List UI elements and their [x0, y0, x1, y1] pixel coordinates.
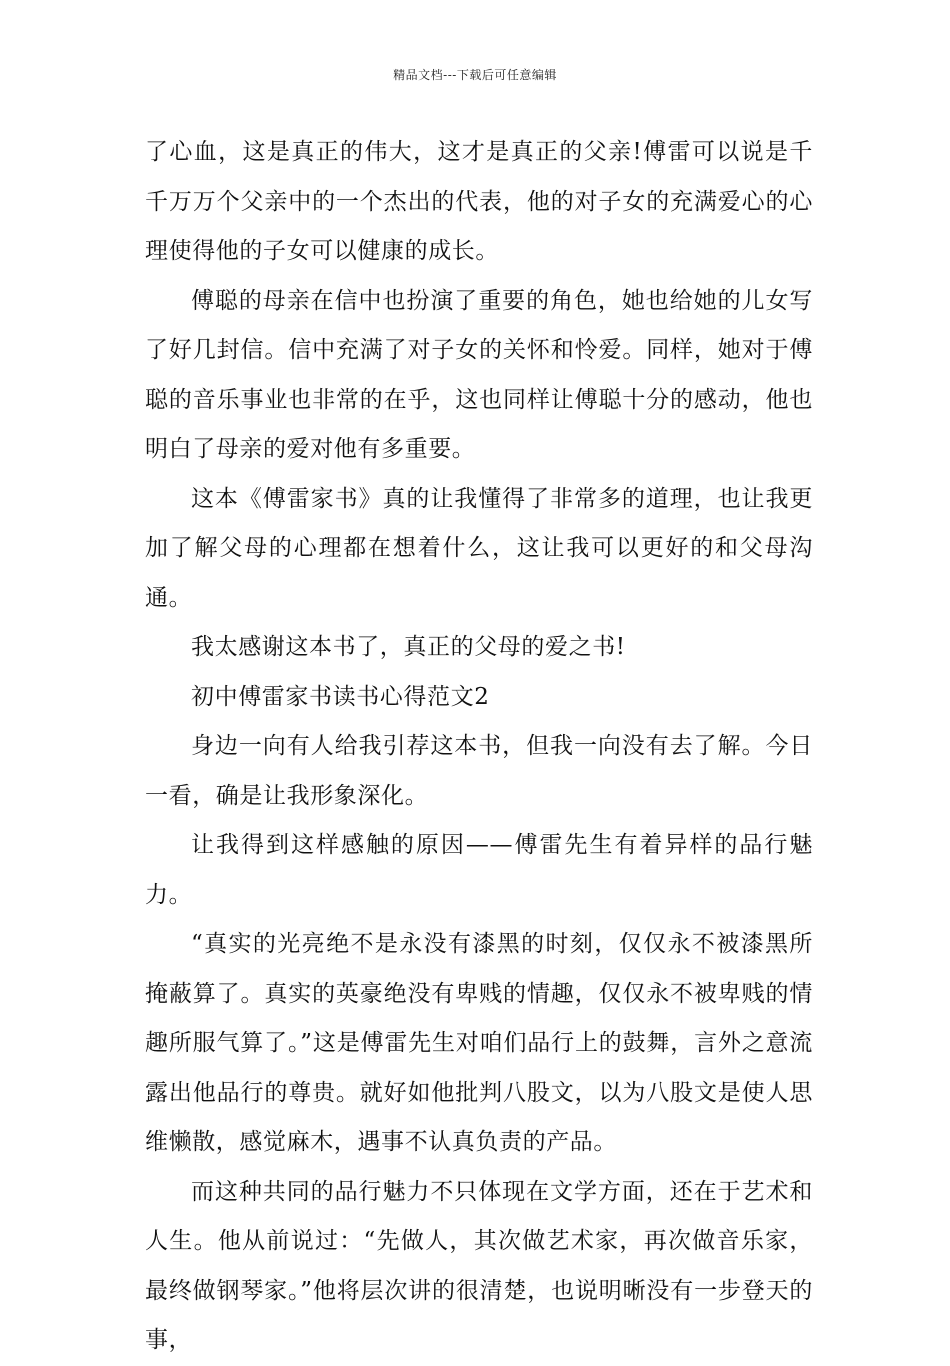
paragraph-7: “真实的光亮绝不是永没有漆黑的时刻，仅仅永不被漆黑所掩蔽算了。真实的英豪绝没有卑贱的情趣，仅仅永不被卑贱的情趣所服气算了。”这是傅雷先生对咱们品行上的鼓舞，言外之意流露出他品行的尊贵。就好如他批判八股文，以为八股文是使人思维懒散，感觉麻木，遇事不认真负责的产品。: [145, 931, 813, 1155]
paragraph-5: 身边一向有人给我引荐这本书，但我一向没有去了解。今日一看，确是让我形象深化。: [145, 733, 813, 809]
paragraph-1: 了心血，这是真正的伟大，这才是真正的父亲!傅雷可以说是千千万万个父亲中的一个杰出的代表，他的对子女的充满爱心的心理使得他的子女可以健康的成长。: [145, 139, 813, 264]
paragraph-2: 傅聪的母亲在信中也扮演了重要的角色，她也给她的儿女写了好几封信。信中充满了对子女的关怀和怜爱。同样，她对于傅聪的音乐事业也非常的在乎，这也同样让傅聪十分的感动，他也明白了母亲的爱对他有多重要。: [145, 287, 813, 462]
page-header: 精品文档---下载后可任意编辑: [393, 68, 557, 82]
section-title: 初中傅雷家书读书心得范文2: [191, 683, 490, 710]
paragraph-4: 我太感谢这本书了，真正的父母的爱之书!: [191, 634, 626, 660]
paragraph-6: 让我得到这样感触的原因——傅雷先生有着异样的品行魅力。: [145, 832, 813, 908]
paragraph-8: 而这种共同的品行魅力不只体现在文学方面，还在于艺术和人生。他从前说过：“先做人，其次做艺术家，再次做音乐家，最终做钢琴家。”他将层次讲的很清楚，也说明晰没有一步登天的事，: [145, 1178, 813, 1353]
document-body: [145, 128, 813, 1366]
paragraph-3: 这本《傅雷家书》真的让我懂得了非常多的道理，也让我更加了解父母的心理都在想着什么，这让我可以更好的和父母沟通。: [145, 485, 813, 611]
